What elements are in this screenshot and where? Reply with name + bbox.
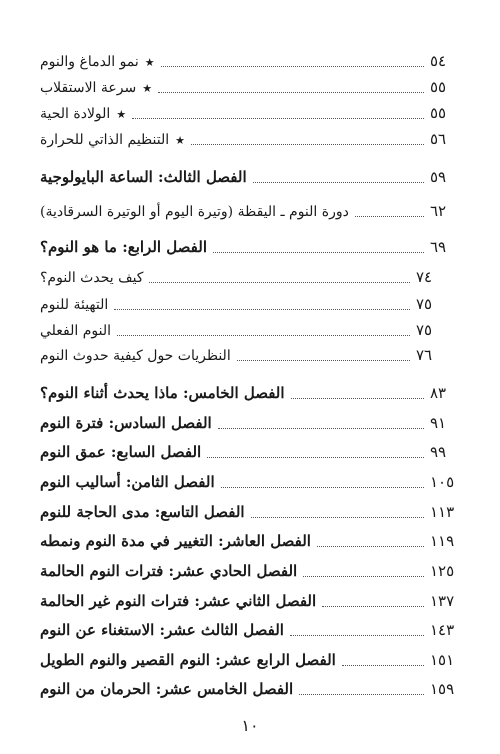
- toc-chapter: [40, 592, 464, 610]
- chapter-title: الفصل الثامن: أساليب النوم: [40, 473, 215, 491]
- chapter-page: ١٢٥: [430, 562, 455, 580]
- toc-section: [40, 268, 450, 286]
- star-icon: ★: [175, 134, 186, 147]
- toc-chapter: [40, 168, 464, 186]
- toc-entry: [40, 104, 464, 122]
- dot-leader: [158, 92, 424, 93]
- section-page: ٦٢: [430, 202, 447, 220]
- toc-chapter: [40, 621, 464, 639]
- toc-section: [40, 295, 450, 313]
- entry-page: ٥٥: [430, 78, 447, 96]
- chapter-title: الفصل العاشر: التغيير في مدة النوم ونمطه: [40, 532, 311, 550]
- dot-leader: [290, 635, 424, 636]
- toc-chapter: [40, 680, 464, 698]
- entry-title-text: نمو الدماغ والنوم: [40, 54, 139, 70]
- dot-leader: [317, 546, 424, 547]
- toc-entry: [40, 130, 464, 148]
- toc-chapter: [40, 473, 464, 491]
- toc-chapter: [40, 443, 464, 461]
- dot-leader: [253, 182, 424, 183]
- chapter-page: ١٠٥: [430, 473, 455, 491]
- chapter-title: الفصل الثاني عشر: فترات النوم غير الحالمة: [40, 592, 317, 610]
- chapter-title: الفصل الثالث عشر: الاستغناء عن النوم: [40, 621, 284, 639]
- dot-leader: [149, 282, 410, 283]
- toc-entry: [40, 52, 464, 70]
- section-title: التهيئة للنوم: [40, 297, 109, 313]
- chapter-page: ٨٣: [430, 384, 447, 402]
- chapter-page: ١٣٧: [430, 592, 455, 610]
- toc-chapter: [40, 503, 464, 521]
- section-page: ٧٦: [416, 346, 433, 364]
- entry-title: [40, 132, 185, 148]
- toc-chapter: [40, 651, 464, 669]
- toc-section: [40, 202, 464, 220]
- chapter-page: ١١٣: [430, 503, 455, 521]
- toc-chapter: [40, 384, 464, 402]
- chapter-title: الفصل الرابع: ما هو النوم؟: [40, 238, 207, 256]
- chapter-page: ١٥١: [430, 651, 455, 669]
- star-icon: ★: [142, 82, 153, 95]
- entry-title-text: الولادة الحية: [40, 106, 111, 122]
- page-number: ١٠: [241, 716, 259, 735]
- entry-page: ٥٤: [430, 52, 447, 70]
- dot-leader: [114, 309, 410, 310]
- dot-leader: [161, 66, 424, 67]
- star-icon: ★: [144, 56, 155, 69]
- star-icon: ★: [116, 108, 127, 121]
- chapter-title: الفصل الثالث: الساعة البايولوجية: [40, 168, 247, 186]
- entry-title: [40, 106, 126, 122]
- entry-title-text: سرعة الاستقلاب: [40, 80, 137, 96]
- dot-leader: [355, 216, 424, 217]
- chapter-title: الفصل السادس: فترة النوم: [40, 414, 212, 432]
- chapter-page: ٩٩: [430, 443, 447, 461]
- dot-leader: [237, 360, 410, 361]
- dot-leader: [322, 606, 424, 607]
- toc-section: [40, 321, 450, 339]
- dot-leader: [132, 118, 424, 119]
- dot-leader: [218, 428, 424, 429]
- dot-leader: [299, 694, 424, 695]
- toc-chapter: [40, 562, 464, 580]
- dot-leader: [251, 517, 424, 518]
- entry-page: ٥٦: [430, 130, 447, 148]
- entry-title: [40, 54, 155, 70]
- dot-leader: [303, 576, 424, 577]
- toc-section: [40, 346, 450, 364]
- dot-leader: [213, 252, 424, 253]
- chapter-title: الفصل الخامس عشر: الحرمان من النوم: [40, 680, 294, 698]
- entry-title-text: التنظيم الذاتي للحرارة: [40, 132, 170, 148]
- entry-title: [40, 80, 152, 96]
- section-title: دورة النوم ـ اليقظة (وتيرة اليوم أو الوتيرة السرقادية): [40, 204, 349, 220]
- section-page: ٧٤: [416, 268, 433, 286]
- dot-leader: [191, 144, 424, 145]
- chapter-page: ١٥٩: [430, 680, 455, 698]
- chapter-title: الفصل الرابع عشر: النوم القصير والنوم الطويل: [40, 651, 336, 669]
- dot-leader: [221, 487, 424, 488]
- toc-chapter: [40, 238, 464, 256]
- chapter-title: الفصل السابع: عمق النوم: [40, 443, 202, 461]
- dot-leader: [342, 665, 424, 666]
- dot-leader: [207, 457, 424, 458]
- toc-chapter: [40, 532, 464, 550]
- dot-leader: [117, 335, 410, 336]
- section-title: النظريات حول كيفية حدوث النوم: [40, 348, 231, 364]
- chapter-page: ١٤٣: [430, 621, 455, 639]
- chapter-title: الفصل الحادي عشر: فترات النوم الحالمة: [40, 562, 298, 580]
- chapter-page: ١١٩: [430, 532, 455, 550]
- toc-chapter: [40, 414, 464, 432]
- chapter-page: ٩١: [430, 414, 447, 432]
- chapter-page: ٥٩: [430, 168, 447, 186]
- section-page: ٧٥: [416, 321, 433, 339]
- section-title: كيف يحدث النوم؟: [40, 270, 144, 286]
- chapter-title: الفصل التاسع: مدى الحاجة للنوم: [40, 503, 245, 521]
- section-page: ٧٥: [416, 295, 433, 313]
- chapter-title: الفصل الخامس: ماذا يحدث أثناء النوم؟: [40, 384, 285, 402]
- dot-leader: [291, 398, 424, 399]
- section-title: النوم الفعلي: [40, 323, 112, 339]
- toc-entry: [40, 78, 464, 96]
- chapter-page: ٦٩: [430, 238, 447, 256]
- entry-page: ٥٥: [430, 104, 447, 122]
